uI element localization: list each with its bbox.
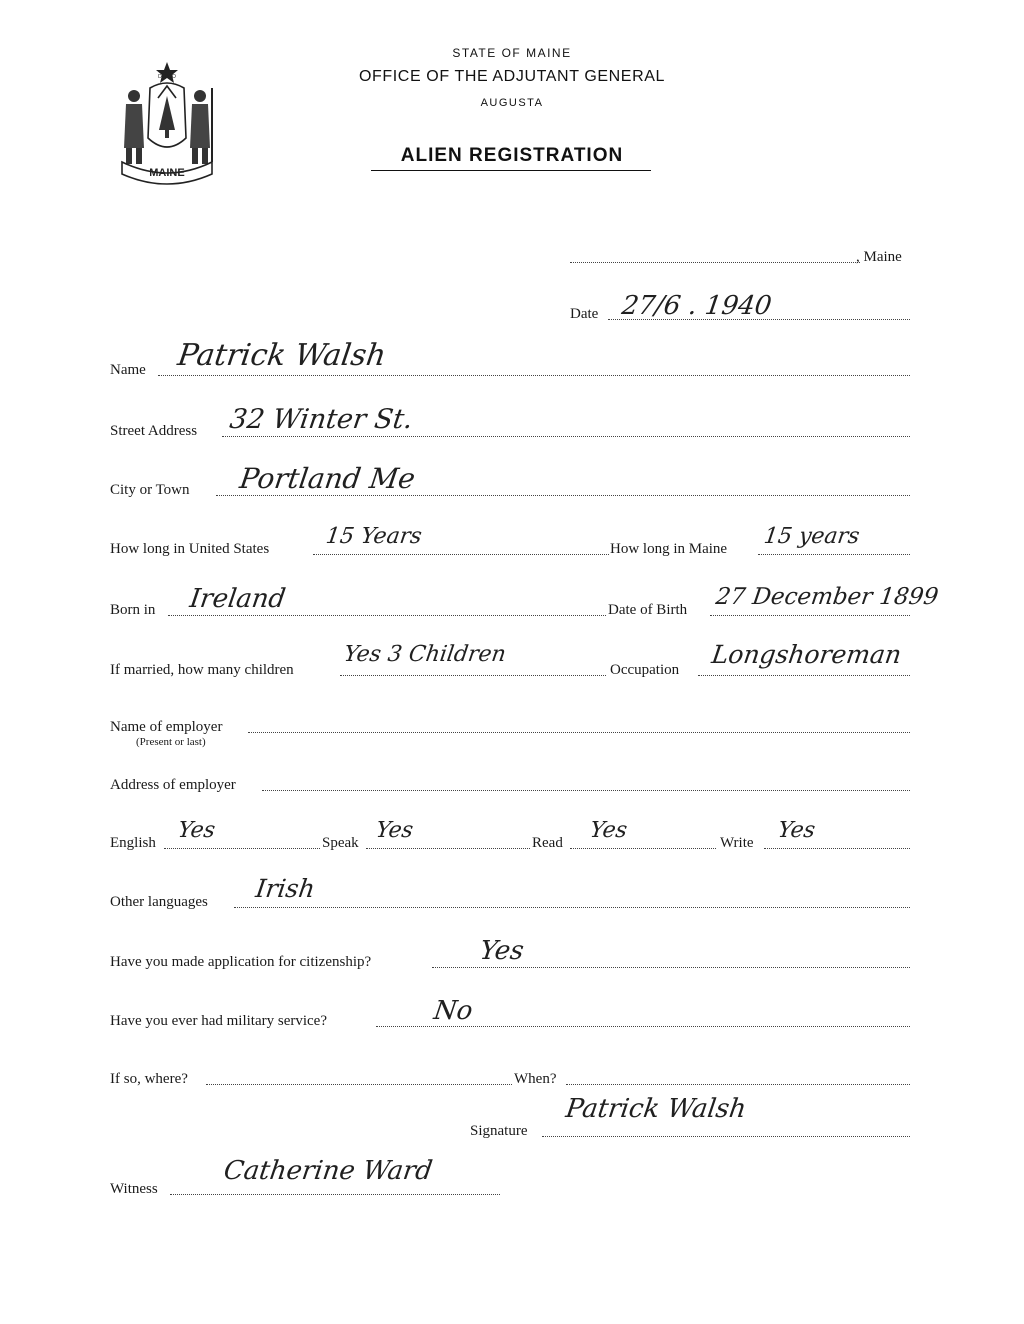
citizenship-field[interactable] <box>432 967 910 968</box>
witness-label: Witness <box>110 1181 158 1197</box>
occupation-label: Occupation <box>610 662 680 678</box>
speak-value: Yes <box>374 818 415 843</box>
military-value: No <box>431 996 475 1026</box>
street-address-value: 32 Winter St. <box>227 404 415 435</box>
employer-label: Name of employer <box>110 719 223 735</box>
street-address-field[interactable] <box>222 436 910 437</box>
signature-field[interactable] <box>542 1136 910 1137</box>
title-underline <box>371 170 651 171</box>
english-field[interactable] <box>164 848 320 849</box>
children-field[interactable] <box>340 675 606 676</box>
name-field[interactable] <box>158 375 910 376</box>
when-label: When? <box>514 1071 557 1087</box>
signature-value: Patrick Walsh <box>563 1094 749 1124</box>
children-value: Yes 3 Children <box>342 642 508 667</box>
street-address-label: Street Address <box>110 423 198 439</box>
city-field[interactable] <box>216 495 910 496</box>
citizenship-label: Have you made application for citizenship? <box>110 954 372 970</box>
write-field[interactable] <box>764 848 910 849</box>
born-in-label: Born in <box>110 602 156 618</box>
date-value: 27/6 . 1940 <box>619 291 774 321</box>
employer-field[interactable] <box>248 732 910 733</box>
other-languages-field[interactable] <box>234 907 910 908</box>
us-duration-label: How long in United States <box>110 541 270 557</box>
employer-address-label: Address of employer <box>110 777 236 793</box>
citizenship-value: Yes <box>477 936 526 966</box>
occupation-value: Longshoreman <box>709 640 904 669</box>
us-duration-field[interactable] <box>313 554 609 555</box>
military-field[interactable] <box>376 1026 910 1027</box>
city-label: City or Town <box>110 482 190 498</box>
children-label: If married, how many children <box>110 662 294 678</box>
read-label: Read <box>532 835 563 851</box>
born-in-field[interactable] <box>168 615 606 616</box>
read-value: Yes <box>588 818 629 843</box>
read-field[interactable] <box>570 848 716 849</box>
speak-field[interactable] <box>366 848 530 849</box>
speak-label: Speak <box>322 835 359 851</box>
place-field[interactable] <box>570 262 860 263</box>
other-languages-label: Other languages <box>110 894 208 910</box>
office-heading: OFFICE OF THE ADJUTANT GENERAL <box>358 68 666 85</box>
witness-value: Catherine Ward <box>221 1156 435 1186</box>
place-suffix-label: , Maine <box>856 249 902 265</box>
employer-address-field[interactable] <box>262 790 910 791</box>
us-duration-value: 15 Years <box>324 524 424 549</box>
english-label: English <box>110 835 156 851</box>
other-languages-value: Irish <box>253 874 317 903</box>
where-label: If so, where? <box>110 1071 188 1087</box>
name-label: Name <box>110 362 146 378</box>
seal-motto-text: DIRIGO <box>158 74 176 80</box>
city-heading: AUGUSTA <box>480 97 544 109</box>
dob-field[interactable] <box>710 615 910 616</box>
city-value: Portland Me <box>237 462 418 495</box>
write-label: Write <box>720 835 754 851</box>
maine-duration-value: 15 years <box>762 524 862 549</box>
witness-field[interactable] <box>170 1194 500 1195</box>
maine-duration-label: How long in Maine <box>610 541 728 557</box>
name-value: Patrick Walsh <box>175 338 389 373</box>
dob-value: 27 December 1899 <box>714 584 940 610</box>
born-in-value: Ireland <box>187 584 288 614</box>
dob-label: Date of Birth <box>608 602 688 618</box>
employer-sublabel: (Present or last) <box>136 736 206 748</box>
state-heading: STATE OF MAINE <box>452 46 572 60</box>
when-field[interactable] <box>566 1084 910 1085</box>
signature-label: Signature <box>470 1123 528 1139</box>
write-value: Yes <box>776 818 817 843</box>
english-value: Yes <box>176 818 217 843</box>
date-label: Date <box>570 306 599 322</box>
maine-duration-field[interactable] <box>758 554 910 555</box>
where-field[interactable] <box>206 1084 512 1085</box>
military-label: Have you ever had military service? <box>110 1013 327 1029</box>
occupation-field[interactable] <box>698 675 910 676</box>
seal-ribbon-text: MAINE <box>149 167 185 179</box>
form-title: ALIEN REGISTRATION <box>400 145 624 166</box>
